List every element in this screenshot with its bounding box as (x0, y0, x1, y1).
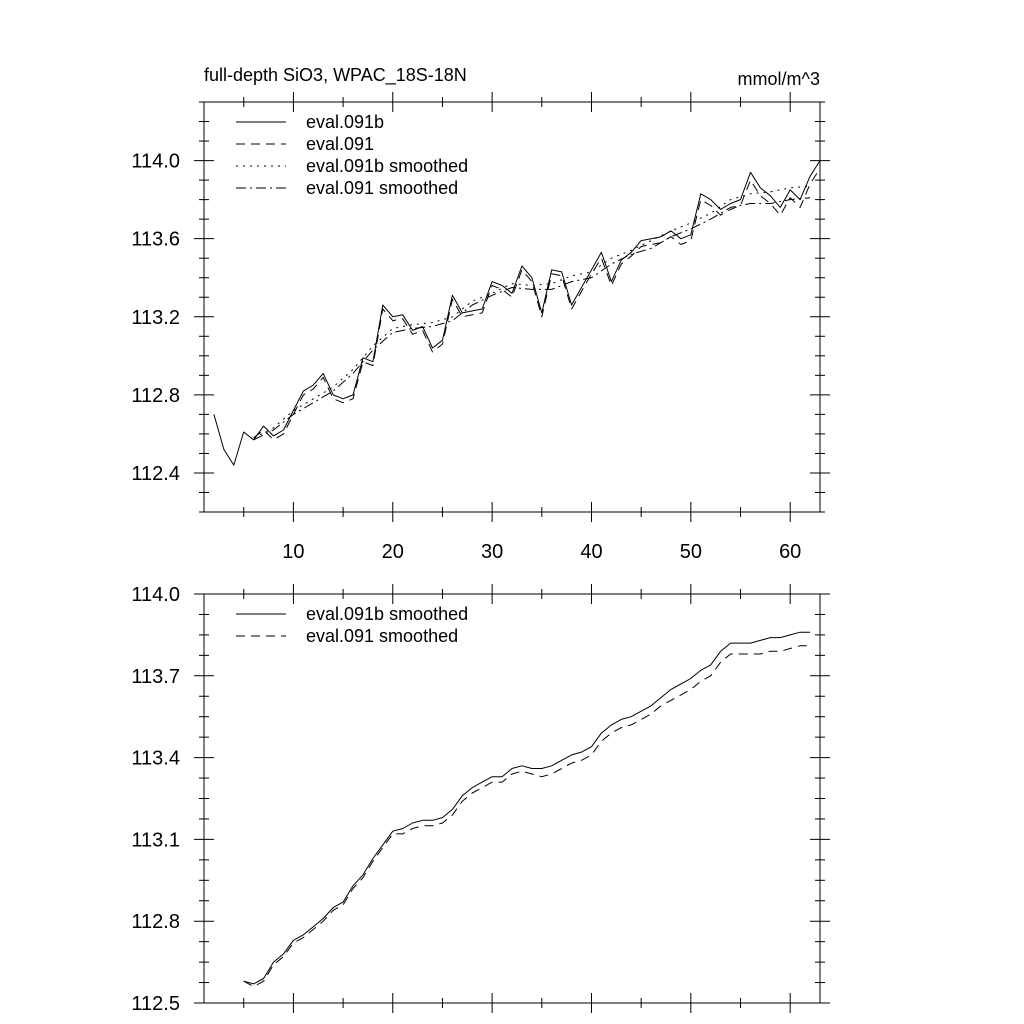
series-line-eval-091b (214, 161, 820, 466)
series-line-eval-091b-smoothed (244, 632, 810, 984)
y-tick-label: 113.4 (131, 747, 180, 770)
plot-frame (204, 594, 820, 1003)
x-tick-label: 10 (282, 541, 305, 563)
legend-label: eval.091b smoothed (306, 604, 469, 624)
legend-label: eval.091 (306, 134, 375, 154)
y-tick-label: 113.6 (131, 228, 180, 251)
series-line-eval-091-smoothed (254, 198, 810, 440)
top-chart (131, 92, 830, 563)
y-tick-label: 113.1 (131, 829, 180, 852)
y-tick-label: 114.0 (131, 584, 180, 606)
series-line-eval-091-smoothed (244, 646, 810, 987)
legend-label: eval.091 smoothed (306, 626, 459, 646)
legend-label: eval.091b (306, 112, 385, 132)
y-tick-label: 114.0 (131, 150, 180, 173)
y-tick-label: 112.5 (131, 993, 180, 1015)
x-tick-label: 20 (381, 541, 404, 563)
y-tick-label: 112.8 (131, 384, 180, 407)
y-tick-label: 113.7 (131, 665, 180, 688)
legend-label: eval.091b smoothed (306, 156, 469, 176)
legend-label: eval.091 smoothed (306, 178, 459, 198)
top-chart-title: full-depth SiO3, WPAC_18S-18N (204, 65, 467, 85)
x-tick-label: 60 (779, 541, 802, 563)
bottom-chart (131, 584, 830, 1015)
y-tick-label: 112.4 (131, 462, 180, 485)
x-tick-label: 50 (679, 541, 702, 563)
top-chart-units: mmol/m^3 (737, 69, 820, 89)
x-tick-label: 30 (481, 541, 504, 563)
y-tick-label: 112.8 (131, 911, 180, 934)
plot-frame (204, 102, 820, 512)
series-line-eval-091 (254, 168, 820, 439)
x-tick-label: 40 (580, 541, 603, 563)
y-tick-label: 113.2 (131, 306, 180, 329)
